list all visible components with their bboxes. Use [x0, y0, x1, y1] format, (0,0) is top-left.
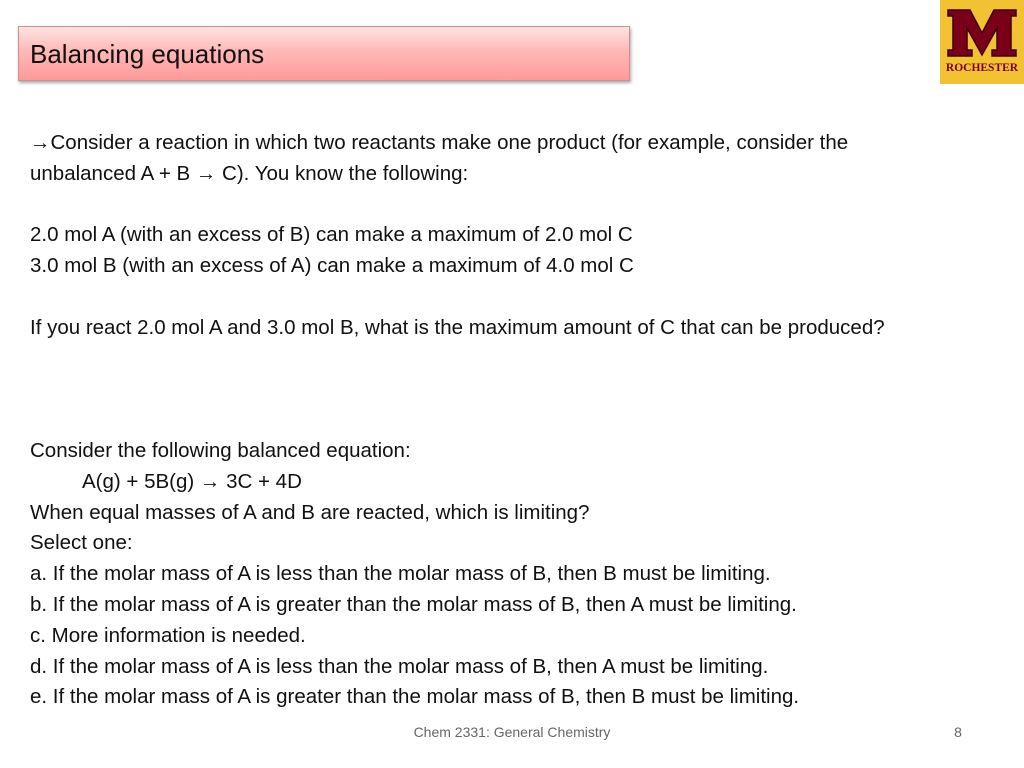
- answer-option: a. If the molar mass of A is less than the molar mass of B, then B must be limiting.: [30, 562, 771, 586]
- chemical-equation: A(g) + 5B(g) → 3C + 4D: [82, 469, 302, 493]
- fact-line: 2.0 mol A (with an excess of B) can make a maximum of 2.0 mol C: [30, 223, 633, 247]
- answer-option: d. If the molar mass of A is less than the molar mass of B, then A must be limiting.: [30, 654, 769, 678]
- question-intro: Consider the following balanced equation:: [30, 438, 411, 462]
- paragraph-text: Consider a reaction in which two reactants make one product (for example, consider the: [50, 131, 849, 154]
- logo-text: ROCHESTER: [945, 62, 1019, 74]
- question-line: When equal masses of A and B are reacted, which is limiting?: [30, 500, 590, 524]
- fact-line: 3.0 mol B (with an excess of A) can make a maximum of 4.0 mol C: [30, 254, 634, 278]
- select-prompt: Select one:: [30, 531, 133, 555]
- answer-option: c. More information is needed.: [30, 623, 306, 647]
- page-number: 8: [954, 724, 962, 740]
- answer-option: b. If the molar mass of A is greater than the molar mass of B, then A must be limiting.: [30, 592, 797, 616]
- block-m-icon: [940, 0, 1024, 62]
- footer-course: Chem 2331: General Chemistry: [413, 724, 611, 740]
- right-arrow-icon: →: [30, 131, 51, 154]
- paragraph-line: [30, 128, 1020, 159]
- slide-title: Balancing equations: [30, 39, 265, 69]
- paragraph-line: unbalanced A + B → C). You know the following:: [30, 161, 469, 185]
- slide-title-box: [18, 26, 630, 81]
- university-logo: [940, 0, 1024, 84]
- slide-body: [30, 128, 1020, 713]
- question-line: If you react 2.0 mol A and 3.0 mol B, what is the maximum amount of C that can be produced?: [30, 315, 885, 339]
- answer-option: e. If the molar mass of A is greater than the molar mass of B, then B must be limiting.: [30, 685, 800, 709]
